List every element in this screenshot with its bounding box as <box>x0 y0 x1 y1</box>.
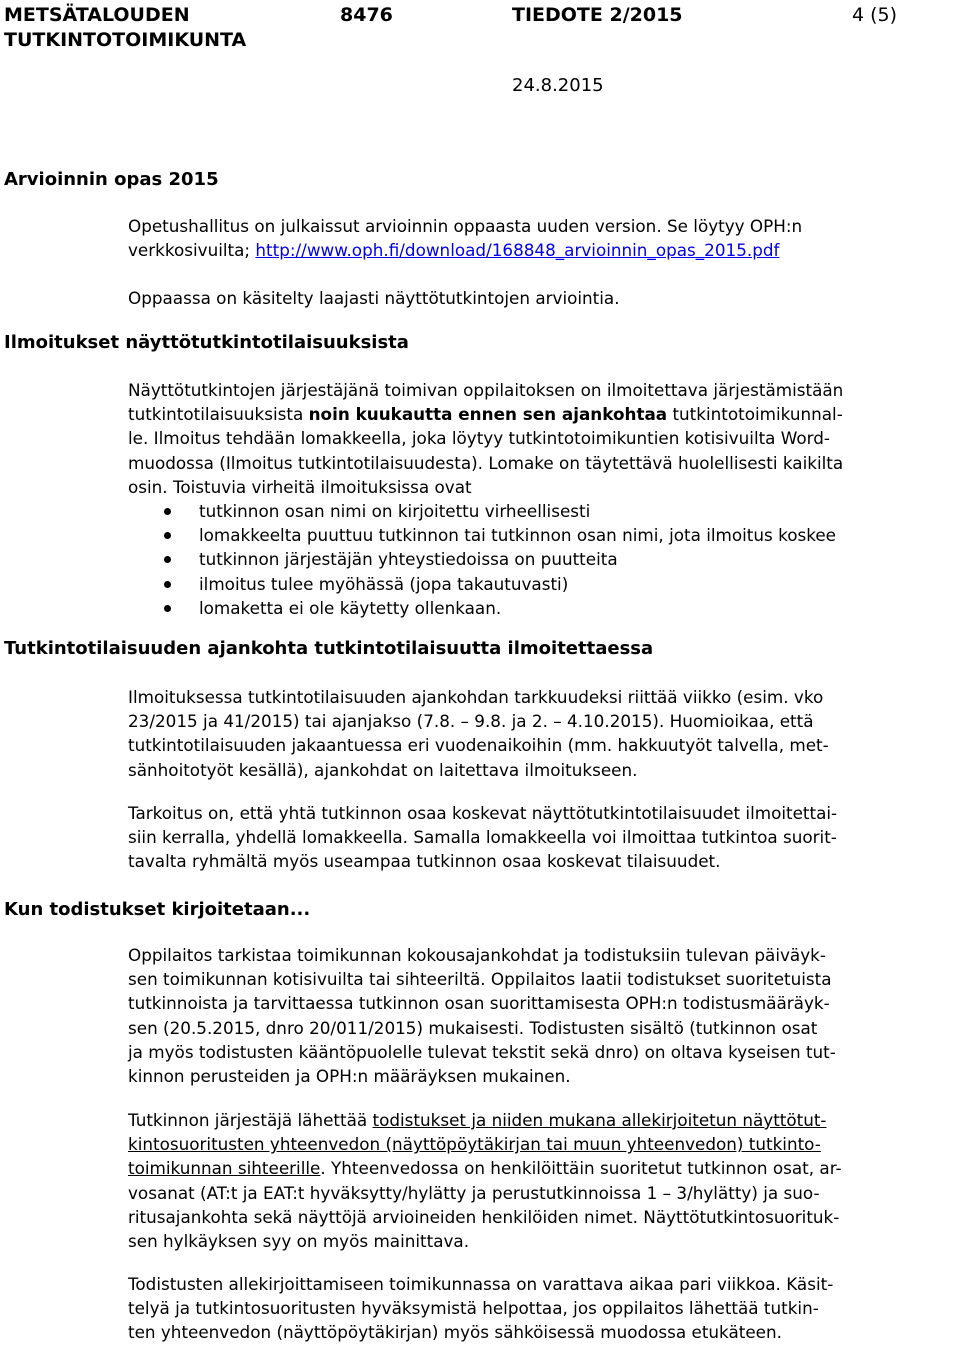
paragraph-line: sänhoitotyöt kesällä), ajankohdat on laitettava ilmoitukseen. <box>128 759 638 780</box>
paragraph-line: Opetushallitus on julkaissut arvioinnin oppaasta uuden version. Se löytyy OPH:n <box>128 216 803 236</box>
section-heading-arvioinnin-opas: Arvioinnin opas 2015 <box>4 169 219 190</box>
section-heading-todistukset: Kun todistukset kirjoitetaan... <box>4 899 311 920</box>
bullet-icon <box>164 581 171 588</box>
bullet-icon <box>164 508 171 515</box>
document-number: 8476 <box>340 4 393 26</box>
paragraph-line: tutkintotilaisuuden jakaantuessa eri vuodenaikoihin (mm. hakkuutyöt talvella, met- <box>128 735 829 756</box>
section-body-todistukset-2 <box>128 1108 958 1253</box>
paragraph-line: 23/2015 ja 41/2015) tai ajanjakso (7.8. – 9.8. ja 2. – 4.10.2015). Huomioikaa, että <box>128 711 814 732</box>
organization-name <box>4 3 246 53</box>
paragraph-line: sen (20.5.2015, dnro 20/011/2015) mukaisesti. Todistusten sisältö (tutkinnon osat <box>128 1017 818 1038</box>
underlined-text: kintosuoritusten yhteenvedon (näyttöpöytäkirjan tai muun yhteenvedon) tutkinto- <box>128 1134 821 1155</box>
section-body-arvioinnin-opas <box>128 214 958 311</box>
bullet-icon <box>164 532 171 539</box>
paragraph-line: sen hylkäyksen syy on myös mainittava. <box>128 1231 470 1252</box>
underlined-text: todistukset ja niiden mukana allekirjoitetun näyttötut- <box>372 1110 827 1130</box>
paragraph-line <box>128 1132 958 1156</box>
paragraph-line: ja myös todistusten kääntöpuolelle tulevat tekstit sekä dnro) on oltava kyseisen tut- <box>128 1041 836 1062</box>
paragraph-line: Tarkoitus on, että yhtä tutkinnon osaa koskevat näyttötutkintotilaisuudet ilmoitettai- <box>128 803 838 823</box>
organization-line-1: METSÄTALOUDEN <box>4 4 190 26</box>
paragraph-line: telyä ja tutkintosuoritusten hyväksymistä helpottaa, jos oppilaitos lähettää tutkin- <box>128 1298 819 1319</box>
document-title: TIEDOTE 2/2015 <box>512 4 683 26</box>
paragraph-line: vosanat (AT:t ja EAT:t hyväksytty/hylätty ja perustutkinnoissa 1 – 3/hylätty) ja suo- <box>128 1182 820 1203</box>
paragraph-line: Ilmoituksessa tutkintotilaisuuden ajankohdan tarkkuudeksi riittää viikko (esim. vko <box>128 687 824 707</box>
paragraph-line <box>128 1156 958 1180</box>
list-item-text: tutkinnon järjestäjän yhteystiedoissa on puutteita <box>199 549 618 570</box>
paragraph-line: Todistusten allekirjoittamiseen toimikunnassa on varattava aikaa pari viikkoa. Käsit- <box>128 1274 834 1294</box>
list-item <box>128 596 958 620</box>
paragraph-line: tavalta ryhmältä myös useampaa tutkinnon osaa koskevat tilaisuudet. <box>128 851 721 872</box>
list-item <box>128 547 958 571</box>
paragraph-line: ten yhteenvedon (näyttöpöytäkirjan) myös sähköisessä muodossa etukäteen. <box>128 1322 782 1343</box>
paragraph-line: Oppaassa on käsitelty laajasti näyttötutkintojen arviointia. <box>128 288 620 309</box>
underlined-text: toimikunnan sihteerille <box>128 1158 321 1179</box>
section-body-ajankohta-2 <box>128 801 958 874</box>
section-heading-ajankohta: Tutkintotilaisuuden ajankohta tutkintotilaisuutta ilmoitettaessa <box>4 638 654 659</box>
text-run: tutkintotilaisuuksista <box>128 404 309 425</box>
paragraph-line: sen toimikunnan kotisivuilta tai sihteeriltä. Oppilaitos laatii todistukset suoritetuista <box>128 969 832 990</box>
paragraph-line <box>128 402 958 426</box>
paragraph-line: ritusajankohta sekä näyttöjä arvioineiden henkilöiden nimet. Näyttötutkintosuorituk- <box>128 1206 840 1227</box>
paragraph-line <box>128 238 958 262</box>
paragraph-line: osin. Toistuvia virheitä ilmoituksissa ovat <box>128 476 472 497</box>
error-list <box>128 499 958 620</box>
section-body-ilmoitukset <box>128 378 958 620</box>
opas-pdf-link[interactable]: http://www.oph.fi/download/168848_arvioinnin_opas_2015.pdf <box>255 240 780 261</box>
list-item <box>128 499 958 523</box>
section-body-todistukset <box>128 943 958 1088</box>
text-run: Tutkinnon järjestäjä lähettää <box>128 1110 373 1130</box>
paragraph-line: kinnon perusteiden ja OPH:n määräyksen mukainen. <box>128 1066 571 1087</box>
text-run: tutkintotoimikunnal- <box>667 404 843 425</box>
paragraph-line: siin kerralla, yhdellä lomakkeella. Samalla lomakkeella voi ilmoittaa tutkintoa suorit- <box>128 827 837 848</box>
list-item <box>128 572 958 596</box>
paragraph-line: le. Ilmoitus tehdään lomakkeella, joka löytyy tutkintotoimikuntien kotisivuilta Word- <box>128 428 830 449</box>
section-heading-ilmoitukset: Ilmoitukset näyttötutkintotilaisuuksista <box>4 332 409 353</box>
bullet-icon <box>164 605 171 612</box>
bold-deadline: noin kuukautta ennen sen ajankohtaa <box>308 404 668 425</box>
list-item-text: lomakkeelta puuttuu tutkinnon tai tutkinnon osan nimi, jota ilmoitus koskee <box>199 525 836 546</box>
paragraph-line: Oppilaitos tarkistaa toimikunnan kokousajankohdat ja todistuksiin tulevan päiväyk- <box>128 945 826 965</box>
bullet-icon <box>164 556 171 563</box>
paragraph-line: muodossa (Ilmoitus tutkintotilaisuudesta). Lomake on täytettävä huolellisesti kaikilta <box>128 452 844 473</box>
paragraph-line: Näyttötutkintojen järjestäjänä toimivan oppilaitoksen on ilmoitettava järjestämistään <box>128 380 844 400</box>
page-number: 4 (5) <box>852 4 898 26</box>
list-item-text: lomaketta ei ole käytetty ollenkaan. <box>199 597 502 618</box>
link-prefix: verkkosivuilta; <box>128 240 256 261</box>
section-body-ajankohta <box>128 685 958 782</box>
organization-line-2: TUTKINTOTOIMIKUNTA <box>4 29 247 51</box>
section-body-todistukset-3 <box>128 1272 958 1345</box>
list-item <box>128 523 958 547</box>
document-date: 24.8.2015 <box>512 75 604 96</box>
text-run: . Yhteenvedossa on henkilöittäin suoritetut tutkinnon osat, ar- <box>320 1158 842 1179</box>
paragraph-line: tutkinnoista ja tarvittaessa tutkinnon osan suorittamisesta OPH:n todistusmääräyk- <box>128 993 830 1014</box>
list-item-text: ilmoitus tulee myöhässä (jopa takautuvasti) <box>199 573 569 594</box>
paragraph-line <box>128 1108 958 1132</box>
list-item-text: tutkinnon osan nimi on kirjoitettu virheellisesti <box>199 501 591 522</box>
